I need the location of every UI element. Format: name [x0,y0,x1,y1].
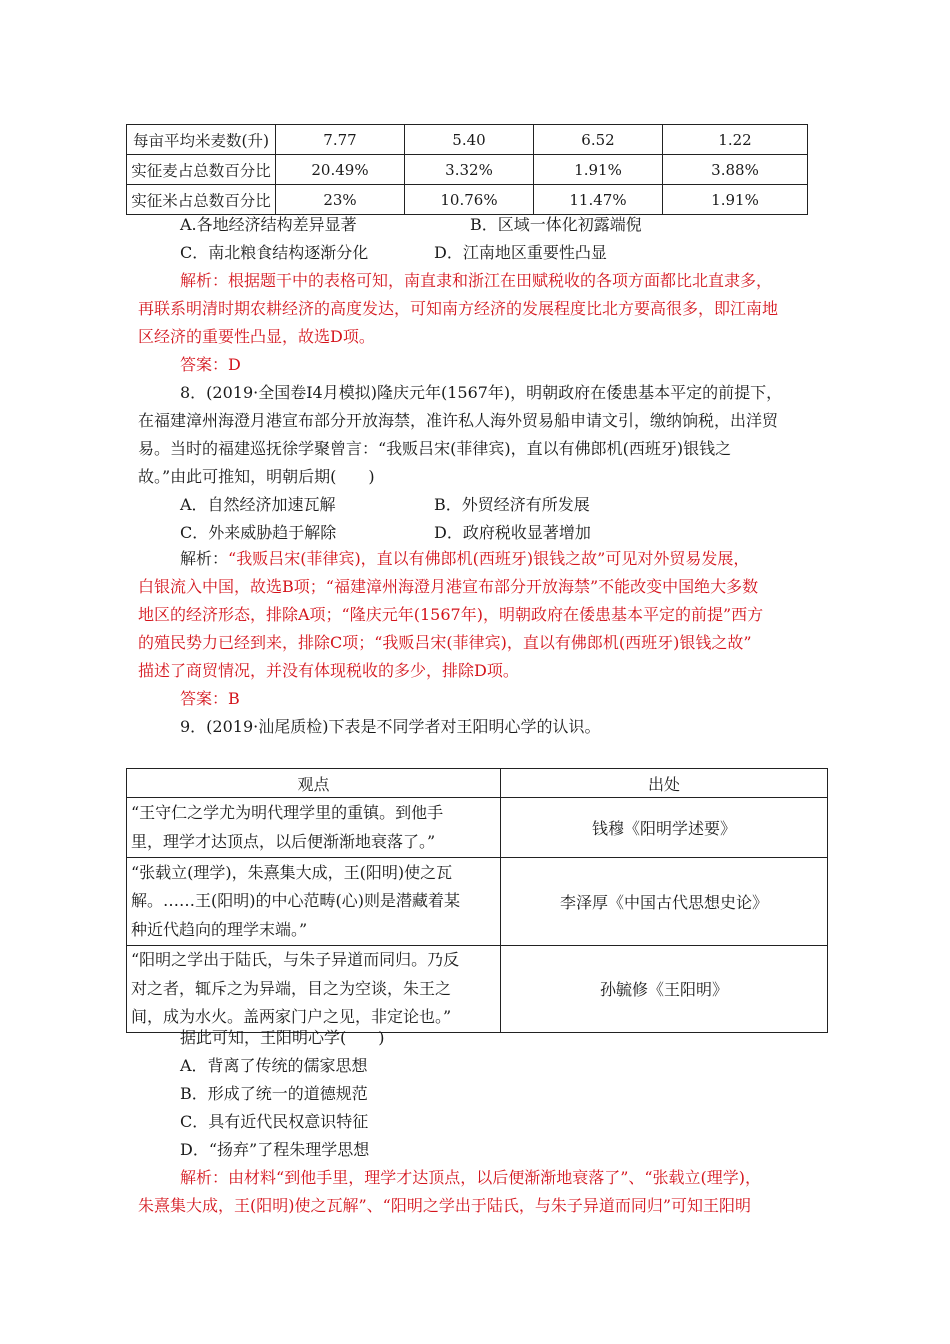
table-cell: 7.77 [276,125,405,155]
q8-stem-line: 故。”由此可推知，明朝后期( ) [138,467,375,486]
q9-analysis-line: 朱熹集大成，王(阳明)使之瓦解”、“阳明之学出于陆氏，与朱子异道而同归”可知王阳明 [138,1196,752,1215]
table-cell: 23% [276,185,405,215]
option-d: D．“扬弃”了程朱理学思想 [180,1140,370,1159]
table-row [127,125,808,155]
table-cell: 11.47% [534,185,663,215]
table-header-row [127,769,828,798]
view-line: “王守仁之学尤为明代理学里的重镇。到他手 [131,803,444,822]
analysis-text: “我贩吕宋(菲律宾)，直以有佛郎机(西班牙)银钱之故”可见对外贸易发展， [228,549,750,568]
q8-stem-line: 易。当时的福建巡抚徐学聚曾言：“我贩吕宋(菲律宾)，直以有佛郎机(西班牙)银钱之 [138,439,732,458]
table-row [127,798,828,858]
table-cell: 10.76% [405,185,534,215]
option-c: C．外来威胁趋于解除 [180,523,337,542]
column-header: 观点 [127,769,501,798]
q8-options-row-1 [180,491,590,519]
q7-options-row-2 [180,239,607,267]
q8-stem-line: 8．(2019·全国卷Ⅰ4月模拟)隆庆元年(1567年)，明朝政府在倭患基本平定的前提下， [180,383,783,402]
view-line: “阳明之学出于陆氏，与朱子异道而同归。乃反 [131,950,460,969]
q8-options-row-2 [180,519,591,547]
table-row [127,185,808,215]
option-a: A．背离了传统的儒家思想 [180,1056,368,1075]
table-cell: 6.52 [534,125,663,155]
table-cell: 3.88% [663,155,808,185]
option-a: A.各地经济结构差异显著 [180,215,357,234]
option-b: B．外贸经济有所发展 [434,495,590,514]
q8-analysis-line: 描述了商贸情况，并没有体现税收的多少，排除D项。 [138,661,519,680]
source-cell: 李泽厚《中国古代思想史论》 [501,858,828,946]
view-line: 间，成为水火。盖两家门户之见，非定论也。” [131,1007,452,1026]
analysis-text: 根据题干中的表格可知，南直隶和浙江在田赋税收的各项方面都比北直隶多， [228,271,773,290]
analysis-label: 解析： [180,549,229,568]
q9-analysis-line [180,1164,761,1192]
view-line: 里，理学才达顶点，以后便渐渐地衰落了。” [131,831,436,851]
table-row [127,858,828,946]
table-row [127,946,828,1033]
views-table [126,768,828,1033]
table-cell: 1.91% [663,185,808,215]
view-line: 对之者，辄斥之为异端，目之为空谈，朱王之 [131,978,452,998]
view-cell [127,946,501,1033]
source-cell: 钱穆《阳明学述要》 [501,798,828,858]
analysis-label: 解析： [180,271,229,290]
table-cell: 3.32% [405,155,534,185]
row-label: 每亩平均米麦数(升) [127,125,276,155]
q8-answer: 答案：B [180,689,240,708]
q9-question: 据此可知，王阳明心学( ) [180,1028,385,1047]
option-d: D．政府税收显著增加 [434,523,591,542]
table-cell: 20.49% [276,155,405,185]
tax-table [126,124,808,215]
q8-analysis-line: 地区的经济形态，排除A项；“隆庆元年(1567年)，明朝政府在倭患基本平定的前提”西方 [138,605,764,624]
option-d: D．江南地区重要性凸显 [434,243,607,262]
option-b: B．区域一体化初露端倪 [470,215,642,234]
q7-options-row-1 [180,211,642,239]
q8-analysis-line: 白银流入中国，故选B项；“福建漳州海澄月港宣布部分开放海禁”不能改变中国绝大多数 [138,577,759,596]
table-cell: 1.22 [663,125,808,155]
q8-stem-line: 在福建漳州海澄月港宣布部分开放海禁，准许私人海外贸易船申请文引，缴纳饷税，出洋贸 [138,411,779,430]
table-row [127,155,808,185]
q7-analysis-line: 再联系明清时期农耕经济的高度发达，可知南方经济的发展程度比北方要高很多，即江南地 [138,299,779,318]
analysis-label: 解析： [180,1168,229,1187]
table-cell: 5.40 [405,125,534,155]
source-cell: 孙毓修《王阳明》 [501,946,828,1033]
option-b: B．形成了统一的道德规范 [180,1084,368,1103]
view-cell [127,798,501,858]
view-line: 解。……王(阳明)的中心范畴(心)则是潜藏着某 [131,891,460,911]
row-label: 实征米占总数百分比 [127,185,276,215]
table-cell: 1.91% [534,155,663,185]
option-c: C．南北粮食结构逐渐分化 [180,243,369,262]
q7-answer: 答案：D [180,355,241,374]
view-line: “张载立(理学)，朱熹集大成，王(阳明)使之瓦 [131,862,453,882]
q9-stem: 9．(2019·汕尾质检)下表是不同学者对王阳明心学的认识。 [180,717,601,736]
q8-analysis-line [180,545,749,573]
row-label: 实征麦占总数百分比 [127,155,276,185]
view-line: 种近代趋向的理学末端。” [131,919,308,939]
option-a: A．自然经济加速瓦解 [180,495,336,514]
q7-analysis-line: 区经济的重要性凸显，故选D项。 [138,327,375,346]
option-c: C．具有近代民权意识特征 [180,1112,369,1131]
view-cell [127,858,501,946]
column-header: 出处 [501,769,828,798]
analysis-text: 由材料“到他手里，理学才达顶点，以后便渐渐地衰落了”、“张载立(理学)， [228,1168,762,1187]
q7-analysis-line [180,267,772,295]
q8-analysis-line: 的殖民势力已经到来，排除C项；“我贩吕宋(菲律宾)，直以有佛郎机(西班牙)银钱之故” [138,633,752,652]
